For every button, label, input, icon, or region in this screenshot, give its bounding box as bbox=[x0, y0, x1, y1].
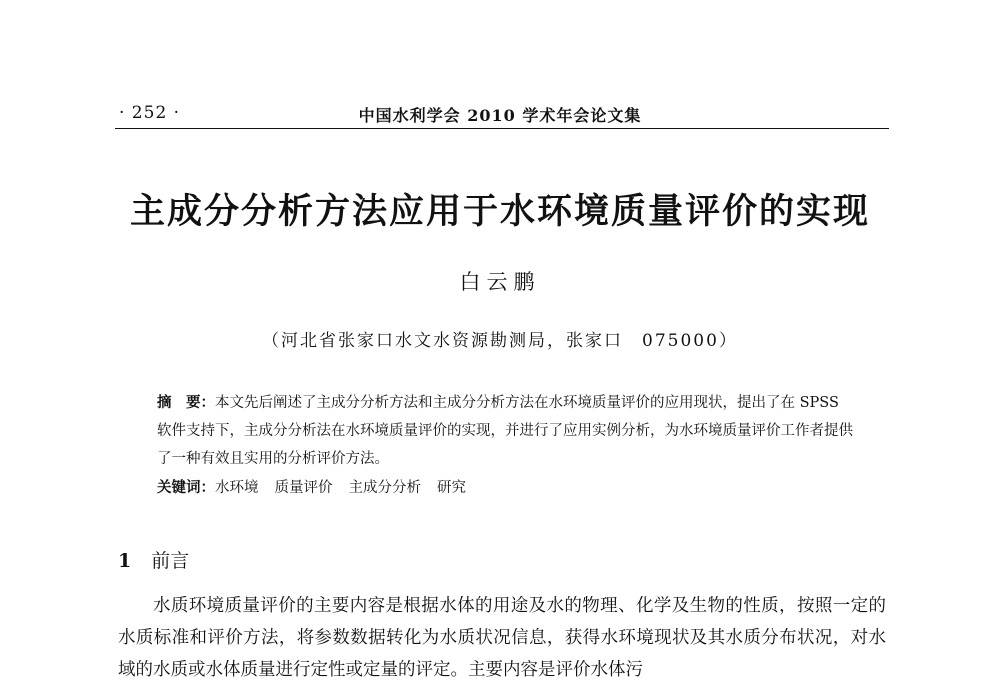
keywords bbox=[157, 474, 857, 502]
keyword-item: 水环境 bbox=[215, 480, 259, 496]
running-header: 中国水利学会 2010 学术年会论文集 bbox=[358, 106, 642, 125]
keywords-label: 关键词： bbox=[157, 479, 215, 496]
section-title: 前言 bbox=[151, 550, 190, 572]
section-number: 1 bbox=[118, 550, 132, 572]
keyword-item: 主成分分析 bbox=[348, 480, 421, 496]
body-paragraph: 水质环境质量评价的主要内容是根据水体的用途及水的物理、化学及生物的性质，按照一定的水质标准和评价方法，将参数数据转化为水质状况信息，获得水环境现状及其水质分布状况，对水域的水质或水体质量进行定性或定量的评定。主要内容是评价水体污 bbox=[118, 596, 886, 680]
keyword-item: 质量评价 bbox=[274, 480, 333, 496]
section-heading bbox=[118, 546, 189, 573]
abstract-label: 摘 要： bbox=[157, 394, 215, 411]
keyword-item: 研究 bbox=[437, 480, 466, 496]
page-number: · 252 · bbox=[119, 103, 181, 123]
author-affiliation: （河北省张家口水文水资源勘测局，张家口 075000） bbox=[262, 331, 738, 351]
abstract-text: 本文先后阐述了主成分分析方法和主成分分析方法在水环境质量评价的应用现状，提出了在 SPSS 软件支持下，主成分分析法在水环境质量评价的实现，并进行了应用实例分析，为水环境质量评价工作者提供了一种有效且实用的分析评价方法。 bbox=[157, 395, 853, 467]
author-name: 白云鹏 bbox=[459, 270, 541, 294]
abstract bbox=[157, 389, 857, 473]
header-rule bbox=[115, 128, 889, 129]
paper-title: 主成分分析方法应用于水环境质量评价的实现 bbox=[129, 192, 870, 232]
